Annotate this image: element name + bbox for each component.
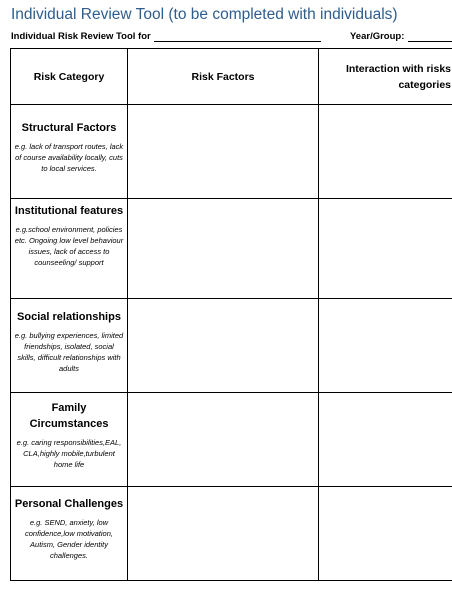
category-example: e.g. SEND, anxiety, low confidence,low motivation, Autism, Gender identity challenges. — [25, 518, 113, 560]
category-title: Social relationships — [17, 311, 121, 323]
interaction-input-cell[interactable] — [319, 487, 452, 580]
review-tool-for-label: Individual Risk Review Tool for — [11, 31, 151, 42]
year-group-entry-line[interactable] — [408, 41, 452, 42]
category-cell — [11, 393, 128, 486]
risk-factors-input-cell[interactable] — [128, 393, 319, 486]
category-cell — [11, 199, 128, 298]
table-row — [11, 487, 452, 580]
risk-factors-input-cell[interactable] — [128, 487, 319, 580]
page-title: Individual Review Tool (to be completed with individuals) — [11, 6, 398, 23]
category-title: Institutional features — [14, 205, 124, 217]
category-title: Family Circumstances — [29, 402, 109, 430]
table-row — [11, 299, 452, 393]
header-fields — [11, 31, 452, 45]
header-risk-factors: Risk Factors — [128, 49, 319, 104]
table-row — [11, 199, 452, 299]
risk-factors-input-cell[interactable] — [128, 299, 319, 392]
category-example: e.g.school environment, policies etc. Ongoing low level behaviour issues, lack of access to counseeling/ support — [14, 225, 124, 267]
name-entry-line[interactable] — [154, 41, 321, 42]
year-group-label: Year/Group: — [350, 31, 405, 42]
table-header-row — [11, 49, 452, 105]
header-interaction-line1: Interaction with risks — [345, 62, 451, 75]
category-title: Structural Factors — [21, 122, 117, 134]
risk-factors-input-cell[interactable] — [128, 105, 319, 198]
category-cell — [11, 487, 128, 580]
category-cell — [11, 105, 128, 198]
header-interaction-line2: categories — [398, 78, 451, 91]
interaction-input-cell[interactable] — [319, 199, 452, 298]
category-example: e.g. caring responsibilities,EAL, CLA,highly mobile,turbulent home life — [16, 438, 122, 469]
risk-review-table — [10, 48, 452, 581]
category-title: Personal Challenges — [14, 498, 124, 510]
table-row — [11, 105, 452, 199]
interaction-input-cell[interactable] — [319, 393, 452, 486]
header-interaction — [319, 49, 452, 104]
interaction-input-cell[interactable] — [319, 105, 452, 198]
category-example: e.g. lack of transport routes, lack of course availability locally, cuts to local services. — [14, 142, 124, 173]
table-row — [11, 393, 452, 487]
interaction-input-cell[interactable] — [319, 299, 452, 392]
header-risk-category: Risk Category — [11, 49, 128, 104]
category-example: e.g. bullying experiences, limited friendships, isolated, social skills, difficult relationships with adults — [14, 331, 124, 373]
category-cell — [11, 299, 128, 392]
risk-factors-input-cell[interactable] — [128, 199, 319, 298]
